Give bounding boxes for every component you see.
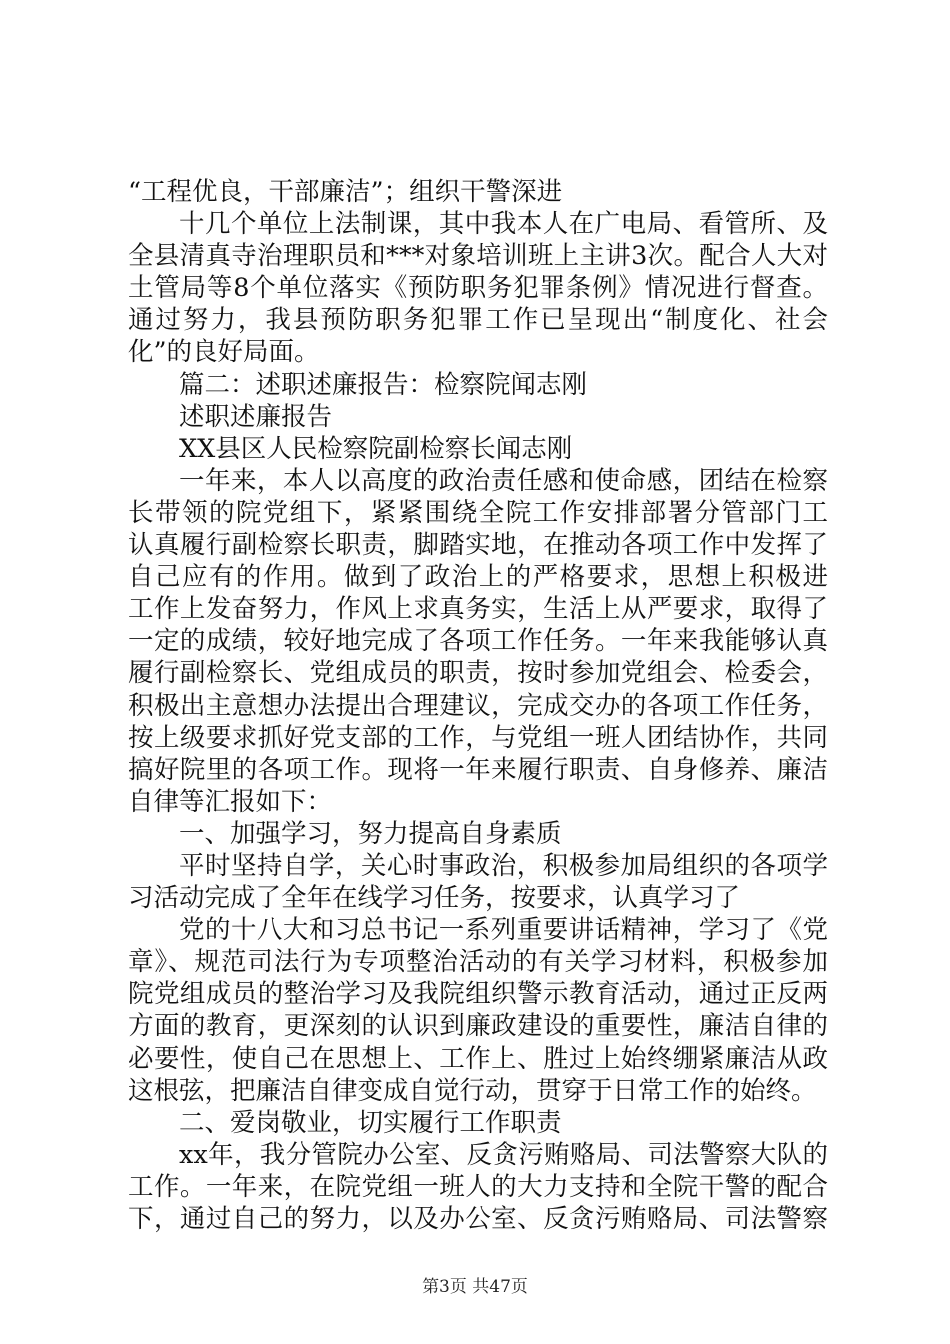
text-line: 平时坚持自学，关心时事政治，积极参加局组织的各项学 xyxy=(179,850,828,881)
text-line: 自己应有的作用。做到了政治上的严格要求，思想上积极进 xyxy=(128,562,828,593)
text-line: 按上级要求抓好党支部的工作，与党组一班人团结协作，共同 xyxy=(128,722,828,753)
text-line: 章》、规范司法行为专项整治活动的有关学习材料，积极参加 xyxy=(128,947,828,978)
text-line: 党的十八大和习总书记一系列重要讲话精神，学习了《党 xyxy=(179,915,828,946)
text-line: 这根弦，把廉洁自律变成自觉行动，贯穿于日常工作的始终。 xyxy=(128,1075,817,1106)
text-line: 长带领的院党组下，紧紧围绕全院工作安排部署分管部门工 xyxy=(128,497,828,528)
text-line: 下，通过自己的努力，以及办公室、反贪污贿赂局、司法警察 xyxy=(128,1204,828,1234)
text-line: 搞好院里的各项工作。现将一年来履行职责、自身修养、廉洁 xyxy=(128,754,828,785)
text-line: xx年，我分管院办公室、反贪污贿赂局、司法警察大队的 xyxy=(179,1139,828,1170)
text-line: 一年来，本人以高度的政治责任感和使命感，团结在检察 xyxy=(179,465,828,496)
text-line: 十几个单位上法制课，其中我本人在广电局、看管所、及 xyxy=(179,209,828,240)
section-heading: 篇二：述职述廉报告：检察院闻志刚 xyxy=(179,369,588,400)
text-line: 认真履行副检察长职责，脚踏实地，在推动各项工作中发挥了 xyxy=(128,530,828,561)
text-line: 土管局等8个单位落实《预防职务犯罪条例》情况进行督查。 xyxy=(128,273,828,304)
section-heading: 二、爱岗敬业，切实履行工作职责 xyxy=(179,1107,562,1138)
text-line: 工作上发奋努力，作风上求真务实，生活上从严要求，取得了 xyxy=(128,594,828,625)
text-line: 工作。一年来，在院党组一班人的大力支持和全院干警的配合 xyxy=(128,1171,828,1202)
section-heading: 一、加强学习，努力提高自身素质 xyxy=(179,818,562,849)
text-line: 化”的良好局面。 xyxy=(128,337,320,368)
text-line: 必要性，使自己在思想上、工作上、胜过上始终绷紧廉洁从政 xyxy=(128,1043,828,1074)
document-body xyxy=(128,176,828,1235)
text-line: 通过努力，我县预防职务犯罪工作已呈现出“制度化、社会 xyxy=(128,305,828,336)
report-title: 述职述廉报告 xyxy=(179,401,333,432)
text-line: 习活动完成了全年在线学习任务，按要求，认真学习了 xyxy=(128,883,741,914)
text-line: 履行副检察长、党组成员的职责，按时参加党组会、检委会， xyxy=(128,658,828,689)
text-line: 自律等汇报如下： xyxy=(128,786,333,817)
text-line: “工程优良，干部廉洁”；组织干警深进 xyxy=(128,177,563,207)
text-line: 方面的教育，更深刻的认识到廉政建设的重要性，廉洁自律的 xyxy=(128,1011,828,1042)
text-line: 积极出主意想办法提出合理建议，完成交办的各项工作任务， xyxy=(128,690,828,721)
text-line: 院党组成员的整治学习及我院组织警示教育活动，通过正反两 xyxy=(128,979,828,1010)
text-line: 全县清真寺治理职员和***对象培训班上主讲3次。配合人大对 xyxy=(128,241,828,272)
page-footer: 第3页 共47页 xyxy=(422,1277,528,1297)
report-author: XX县区人民检察院副检察长闻志刚 xyxy=(179,433,573,464)
text-line: 一定的成绩，较好地完成了各项工作任务。一年来我能够认真 xyxy=(128,626,828,657)
